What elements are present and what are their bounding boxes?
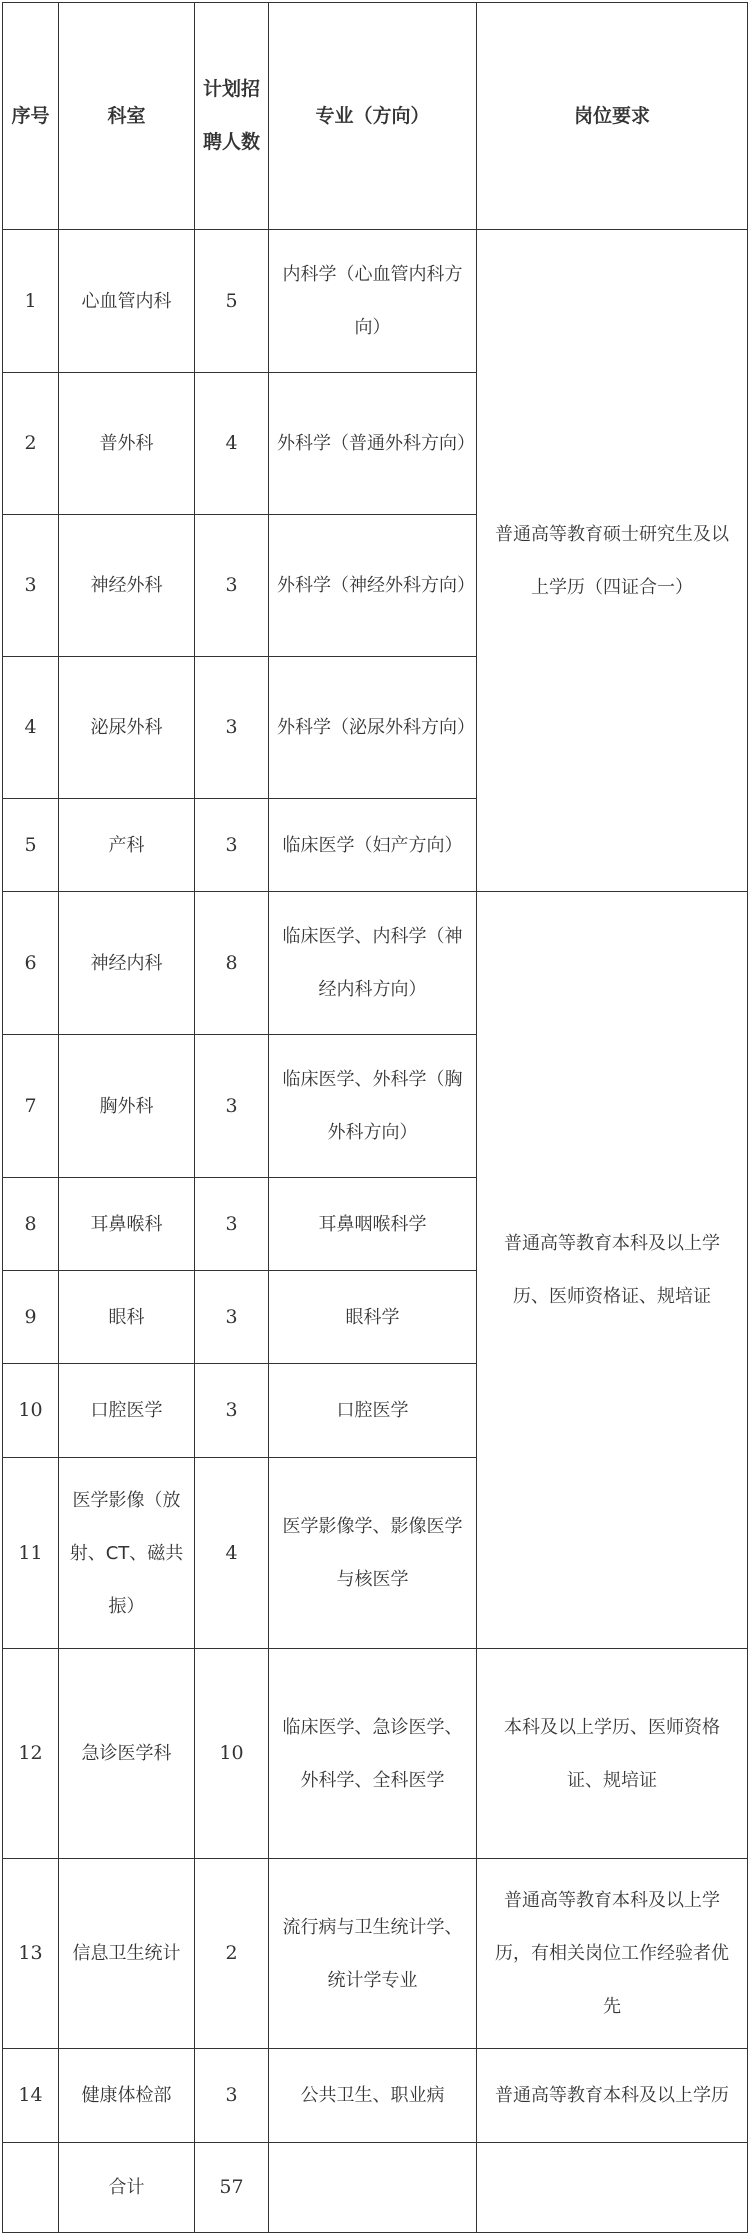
row-count: 10 <box>195 1649 269 1859</box>
row-major: 口腔医学 <box>269 1364 477 1458</box>
row-seq: 9 <box>3 1271 59 1364</box>
row-seq: 2 <box>3 373 59 515</box>
row-major: 临床医学、内科学（神经内科方向） <box>269 892 477 1035</box>
row-count: 3 <box>195 1035 269 1178</box>
row-major: 眼科学 <box>269 1271 477 1364</box>
requirement-group-1: 普通高等教育硕士研究生及以上学历（四证合一） <box>477 230 748 892</box>
table-row <box>3 1859 748 2049</box>
header-row <box>3 3 748 230</box>
requirement-row-14: 普通高等教育本科及以上学历 <box>477 2049 748 2143</box>
header-dept: 科室 <box>59 3 195 230</box>
row-seq: 5 <box>3 799 59 892</box>
row-major: 医学影像学、影像医学与核医学 <box>269 1458 477 1649</box>
row-seq: 13 <box>3 1859 59 2049</box>
requirement-row-13: 普通高等教育本科及以上学历，有相关岗位工作经验者优先 <box>477 1859 748 2049</box>
row-count: 3 <box>195 2049 269 2143</box>
row-count: 2 <box>195 1859 269 2049</box>
row-dept: 产科 <box>59 799 195 892</box>
row-major: 耳鼻咽喉科学 <box>269 1178 477 1271</box>
row-seq: 4 <box>3 657 59 799</box>
row-dept: 普外科 <box>59 373 195 515</box>
row-count: 3 <box>195 799 269 892</box>
row-count: 3 <box>195 657 269 799</box>
row-major: 外科学（普通外科方向） <box>269 373 477 515</box>
row-dept: 健康体检部 <box>59 2049 195 2143</box>
total-label: 合计 <box>59 2143 195 2233</box>
row-seq: 11 <box>3 1458 59 1649</box>
row-dept: 神经外科 <box>59 515 195 657</box>
row-dept: 泌尿外科 <box>59 657 195 799</box>
table-row <box>3 230 748 373</box>
row-dept: 医学影像（放射、CT、磁共振） <box>59 1458 195 1649</box>
row-count: 3 <box>195 515 269 657</box>
row-dept: 神经内科 <box>59 892 195 1035</box>
row-seq: 1 <box>3 230 59 373</box>
total-major-empty <box>269 2143 477 2233</box>
row-seq: 3 <box>3 515 59 657</box>
total-row <box>3 2143 748 2233</box>
row-major: 公共卫生、职业病 <box>269 2049 477 2143</box>
row-count: 3 <box>195 1178 269 1271</box>
table-row <box>3 892 748 1035</box>
row-count: 3 <box>195 1364 269 1458</box>
row-seq: 12 <box>3 1649 59 1859</box>
row-count: 5 <box>195 230 269 373</box>
table-row <box>3 2049 748 2143</box>
total-count: 57 <box>195 2143 269 2233</box>
total-seq-empty <box>3 2143 59 2233</box>
table-row <box>3 1649 748 1859</box>
row-count: 8 <box>195 892 269 1035</box>
row-major: 临床医学、外科学（胸外科方向） <box>269 1035 477 1178</box>
row-major: 外科学（神经外科方向） <box>269 515 477 657</box>
requirement-row-12: 本科及以上学历、医师资格证、规培证 <box>477 1649 748 1859</box>
header-major: 专业（方向） <box>269 3 477 230</box>
header-seq: 序号 <box>3 3 59 230</box>
row-count: 4 <box>195 373 269 515</box>
row-seq: 14 <box>3 2049 59 2143</box>
row-major: 临床医学、急诊医学、外科学、全科医学 <box>269 1649 477 1859</box>
header-count: 计划招聘人数 <box>195 3 269 230</box>
row-major: 内科学（心血管内科方向） <box>269 230 477 373</box>
row-seq: 10 <box>3 1364 59 1458</box>
row-dept: 心血管内科 <box>59 230 195 373</box>
row-dept: 急诊医学科 <box>59 1649 195 1859</box>
row-seq: 6 <box>3 892 59 1035</box>
row-dept: 耳鼻喉科 <box>59 1178 195 1271</box>
recruitment-table <box>2 2 748 2233</box>
row-major: 临床医学（妇产方向） <box>269 799 477 892</box>
row-count: 4 <box>195 1458 269 1649</box>
row-major: 外科学（泌尿外科方向） <box>269 657 477 799</box>
header-requirement: 岗位要求 <box>477 3 748 230</box>
row-seq: 7 <box>3 1035 59 1178</box>
row-dept: 眼科 <box>59 1271 195 1364</box>
row-dept: 胸外科 <box>59 1035 195 1178</box>
row-dept: 信息卫生统计 <box>59 1859 195 2049</box>
row-major: 流行病与卫生统计学、统计学专业 <box>269 1859 477 2049</box>
total-req-empty <box>477 2143 748 2233</box>
row-count: 3 <box>195 1271 269 1364</box>
requirement-group-2: 普通高等教育本科及以上学历、医师资格证、规培证 <box>477 892 748 1649</box>
row-dept: 口腔医学 <box>59 1364 195 1458</box>
row-seq: 8 <box>3 1178 59 1271</box>
